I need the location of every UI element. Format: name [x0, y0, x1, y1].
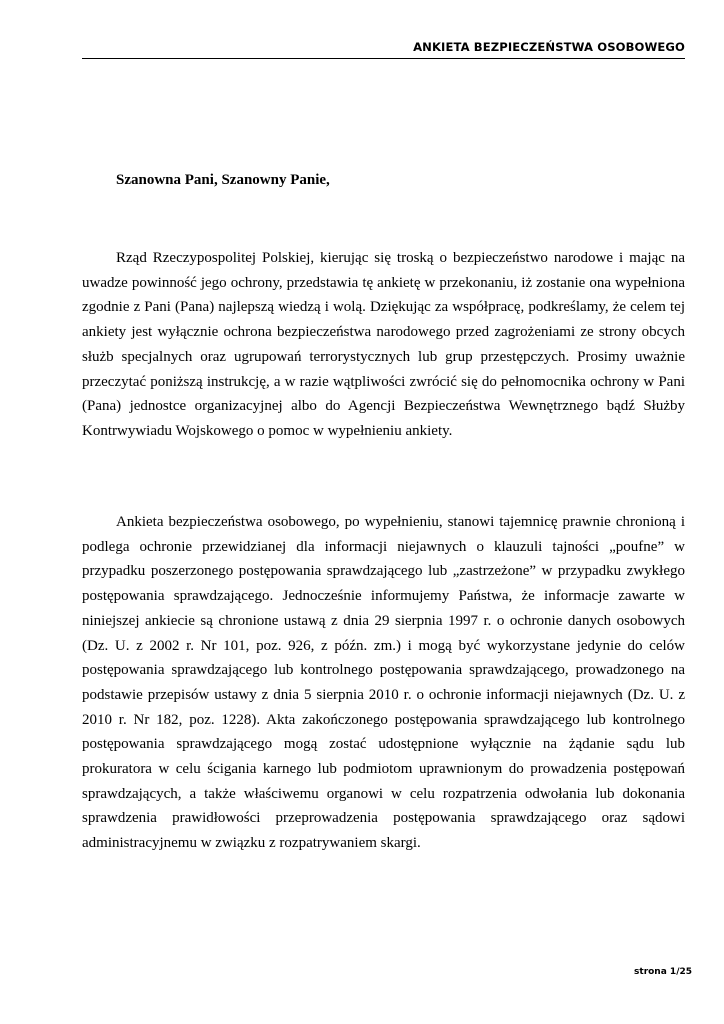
confidentiality-paragraph: Ankieta bezpieczeństwa osobowego, po wypełnieniu, stanowi tajemnicę prawnie chronioną i podlega ochronie przewidzianej dla informacji niejawnych o klauzuli tajności „poufne” w przypadku poszerzonego postępowania sprawdzającego lub „zastrzeżone” w przypadku zwykłego postępowania sprawdzającego. Jednocześnie informujemy Państwa, że informacje zawarte w niniejszej ankiecie są chronione ustawą z dnia 29 sierpnia 1997 r. o ochronie danych osobowych (Dz. U. z 2002 r. Nr 101, poz. 926, z późn. zm.) i mogą być wykorzystane jedynie do celów postępowania sprawdzającego lub kontrolnego postępowania sprawdzającego, prowadzonego na podstawie przepisów ustawy z dnia 5 sierpnia 2010 r. o ochronie informacji niejawnych (Dz. U. z 2010 r. Nr 182, poz. 1228). Akta zakończonego postępowania sprawdzającego lub kontrolnego postępowania sprawdzającego mogą zostać udostępnione wyłącznie na żądanie sądu lub prokuratora w celu ścigania karnego lub podmiotom uprawnionym do prowadzenia postępowań sprawdzających, a także właściwemu organowi w celu rozpatrzenia odwołania lub dokonania sprawdzenia prawidłowości przeprowadzenia postępowania sprawdzającego oraz sądowi administracyjnemu w związku z rozpatrywaniem skargi. — [82, 514, 685, 852]
salutation: Szanowna Pani, Szanowny Panie, — [116, 172, 330, 188]
document-header-title: ANKIETA BEZPIECZEŃSTWA OSOBOWEGO — [82, 40, 685, 59]
page-number: strona 1/25 — [634, 967, 692, 977]
intro-paragraph: Rząd Rzeczypospolitej Polskiej, kierując się troską o bezpieczeństwo narodowe i mając na uwadze powinność jego ochrony, przedstawia tę ankietę w przekonaniu, iż zostanie ona wypełniona zgodnie z Pani (Pana) najlepszą wiedzą i wolą. Dziękując za współpracę, podkreślamy, że celem tej ankiety jest wyłącznie ochrona bezpieczeństwa narodowego przed zagrożeniami ze strony obcych służb specjalnych oraz ugrupowań terrorystycznych lub grup przestępczych. Prosimy uważnie przeczytać poniższą instrukcję, a w razie wątpliwości zwrócić się do pełnomocnika ochrony w Pani (Pana) jednostce organizacyjnej albo do Agencji Bezpieczeństwa Wewnętrznego bądź Służby Kontrwywiadu Wojskowego o pomoc w wypełnieniu ankiety. — [82, 250, 685, 439]
